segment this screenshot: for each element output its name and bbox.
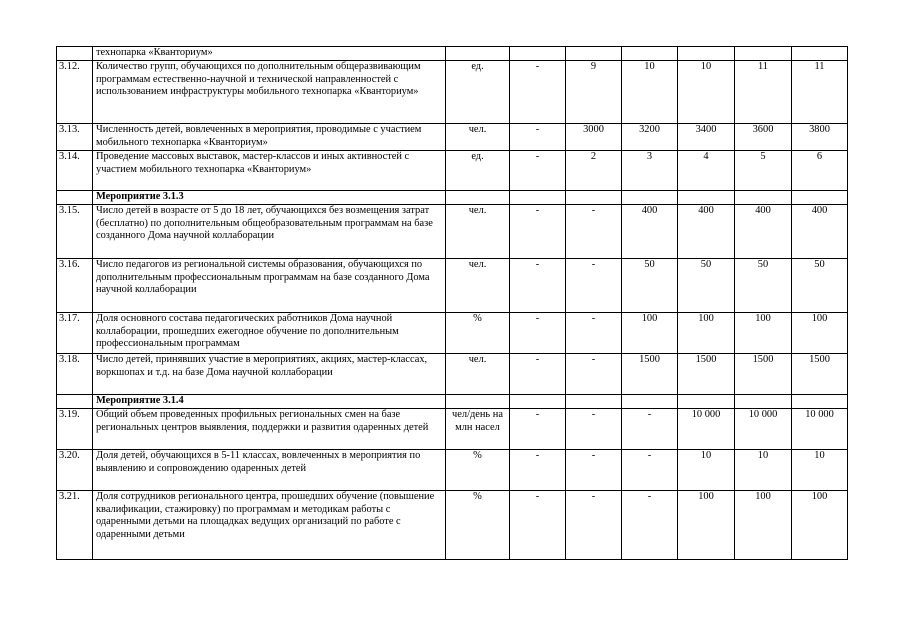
cell-num: 3.15. — [57, 205, 93, 259]
cell-v2 — [566, 47, 622, 61]
cell-unit: ед. — [446, 151, 510, 191]
cell-v1 — [510, 395, 566, 409]
cell-v3: 400 — [622, 205, 678, 259]
cell-v4: 10 — [678, 61, 735, 124]
cell-v6: 10 000 — [792, 409, 848, 450]
section-heading-row — [57, 395, 848, 409]
cell-v2: - — [566, 491, 622, 560]
cell-v2: - — [566, 313, 622, 354]
cell-v5: 10 000 — [735, 409, 792, 450]
cell-v2: - — [566, 450, 622, 491]
cell-name: Общий объем проведенных профильных региональных смен на базе региональных центров выявления, поддержки и развития одаренных детей — [93, 409, 446, 450]
cell-v5: 1500 — [735, 354, 792, 395]
table-row — [57, 354, 848, 395]
cell-v4: 10 000 — [678, 409, 735, 450]
cell-name: Доля основного состава педагогических работников Дома научной коллаборации, прошедших ежегодное обучение по дополнительным профессиональным программам — [93, 313, 446, 354]
cell-v6: 50 — [792, 259, 848, 313]
table-row — [57, 409, 848, 450]
indicators-table — [56, 46, 848, 560]
table-row — [57, 259, 848, 313]
cell-num: 3.13. — [57, 124, 93, 151]
cell-name: технопарка «Кванториум» — [93, 47, 446, 61]
cell-v4: 4 — [678, 151, 735, 191]
cell-v1: - — [510, 491, 566, 560]
cell-num — [57, 395, 93, 409]
table-row — [57, 61, 848, 124]
cell-v4: 400 — [678, 205, 735, 259]
table-row — [57, 47, 848, 61]
table-row — [57, 313, 848, 354]
cell-v6: 10 — [792, 450, 848, 491]
cell-name: Число детей, принявших участие в мероприятиях, акциях, мастер-классах, воркшопах и т.д. на базе Дома научной коллаборации — [93, 354, 446, 395]
cell-v3 — [622, 47, 678, 61]
cell-name: Численность детей, вовлеченных в мероприятия, проводимые с участием мобильного технопарка «Кванториум» — [93, 124, 446, 151]
cell-num: 3.14. — [57, 151, 93, 191]
cell-unit: % — [446, 491, 510, 560]
cell-v3: 50 — [622, 259, 678, 313]
cell-v4 — [678, 47, 735, 61]
cell-unit: чел. — [446, 259, 510, 313]
cell-v3: 10 — [622, 61, 678, 124]
cell-v6: 100 — [792, 491, 848, 560]
cell-v1: - — [510, 259, 566, 313]
cell-v1: - — [510, 151, 566, 191]
cell-unit: чел. — [446, 354, 510, 395]
cell-v1: - — [510, 124, 566, 151]
cell-v5: 50 — [735, 259, 792, 313]
cell-v2: - — [566, 205, 622, 259]
cell-unit: ед. — [446, 61, 510, 124]
cell-v1: - — [510, 450, 566, 491]
cell-v2: 9 — [566, 61, 622, 124]
cell-v6 — [792, 191, 848, 205]
cell-v2 — [566, 395, 622, 409]
cell-unit: чел. — [446, 124, 510, 151]
cell-v2 — [566, 191, 622, 205]
cell-v5: 10 — [735, 450, 792, 491]
cell-v1 — [510, 191, 566, 205]
cell-v3: - — [622, 450, 678, 491]
cell-v1: - — [510, 409, 566, 450]
cell-v2: - — [566, 354, 622, 395]
cell-unit: чел. — [446, 205, 510, 259]
cell-v6 — [792, 47, 848, 61]
cell-v5: 3600 — [735, 124, 792, 151]
cell-v3: 100 — [622, 313, 678, 354]
cell-v2: - — [566, 259, 622, 313]
cell-v1: - — [510, 313, 566, 354]
cell-num: 3.21. — [57, 491, 93, 560]
cell-v3 — [622, 395, 678, 409]
table-row — [57, 151, 848, 191]
cell-v4: 50 — [678, 259, 735, 313]
cell-name: Количество групп, обучающихся по дополнительным общеразвивающим программам естественно-научной и технической направленностей с использованием инфраструктуры мобильного технопарка «Кванториум» — [93, 61, 446, 124]
cell-v2: 2 — [566, 151, 622, 191]
cell-v6: 3800 — [792, 124, 848, 151]
cell-unit: чел/день на млн насел — [446, 409, 510, 450]
cell-v3: - — [622, 491, 678, 560]
cell-unit — [446, 191, 510, 205]
cell-num — [57, 191, 93, 205]
document-page — [56, 46, 847, 560]
cell-num: 3.20. — [57, 450, 93, 491]
table-body — [57, 47, 848, 560]
cell-v1: - — [510, 205, 566, 259]
cell-v3: 3200 — [622, 124, 678, 151]
cell-v5: 100 — [735, 313, 792, 354]
cell-v4 — [678, 395, 735, 409]
cell-v3: 1500 — [622, 354, 678, 395]
cell-v4: 1500 — [678, 354, 735, 395]
cell-v5: 400 — [735, 205, 792, 259]
cell-v6: 6 — [792, 151, 848, 191]
table-row — [57, 450, 848, 491]
cell-unit — [446, 47, 510, 61]
cell-v5: 100 — [735, 491, 792, 560]
cell-unit: % — [446, 313, 510, 354]
cell-num: 3.18. — [57, 354, 93, 395]
cell-v3 — [622, 191, 678, 205]
section-heading-row — [57, 191, 848, 205]
cell-v6 — [792, 395, 848, 409]
cell-num: 3.19. — [57, 409, 93, 450]
cell-name: Доля детей, обучающихся в 5-11 классах, вовлеченных в мероприятия по выявлению и сопровождению одаренных детей — [93, 450, 446, 491]
cell-v5: 5 — [735, 151, 792, 191]
cell-v4: 100 — [678, 491, 735, 560]
cell-v3: 3 — [622, 151, 678, 191]
cell-v4: 100 — [678, 313, 735, 354]
cell-name: Мероприятие 3.1.4 — [93, 395, 446, 409]
cell-name: Проведение массовых выставок, мастер-классов и иных активностей с участием мобильного технопарка «Кванториум» — [93, 151, 446, 191]
table-row — [57, 205, 848, 259]
cell-v2: - — [566, 409, 622, 450]
cell-v3: - — [622, 409, 678, 450]
cell-v5 — [735, 191, 792, 205]
cell-v1: - — [510, 61, 566, 124]
cell-v4: 3400 — [678, 124, 735, 151]
cell-num: 3.17. — [57, 313, 93, 354]
cell-num — [57, 47, 93, 61]
cell-name: Число педагогов из региональной системы образования, обучающихся по дополнительным профессиональным программам на базе созданного Дома научной коллаборации — [93, 259, 446, 313]
cell-name: Мероприятие 3.1.3 — [93, 191, 446, 205]
cell-v5 — [735, 47, 792, 61]
cell-v6: 1500 — [792, 354, 848, 395]
cell-v2: 3000 — [566, 124, 622, 151]
cell-v6: 100 — [792, 313, 848, 354]
table-row — [57, 491, 848, 560]
cell-num: 3.16. — [57, 259, 93, 313]
cell-v6: 11 — [792, 61, 848, 124]
cell-v1: - — [510, 354, 566, 395]
cell-unit: % — [446, 450, 510, 491]
table-row — [57, 124, 848, 151]
cell-v5: 11 — [735, 61, 792, 124]
cell-unit — [446, 395, 510, 409]
cell-v5 — [735, 395, 792, 409]
cell-v4: 10 — [678, 450, 735, 491]
cell-v1 — [510, 47, 566, 61]
cell-name: Число детей в возрасте от 5 до 18 лет, обучающихся без возмещения затрат (бесплатно) по дополнительным общеобразовательным программам на базе созданного Дома научной коллаборации — [93, 205, 446, 259]
cell-v4 — [678, 191, 735, 205]
cell-name: Доля сотрудников регионального центра, прошедших обучение (повышение квалификации, стажировку) по программам и методикам работы с одаренными детьми на площадках ведущих организаций по работе с одаренными детьми — [93, 491, 446, 560]
cell-v6: 400 — [792, 205, 848, 259]
cell-num: 3.12. — [57, 61, 93, 124]
